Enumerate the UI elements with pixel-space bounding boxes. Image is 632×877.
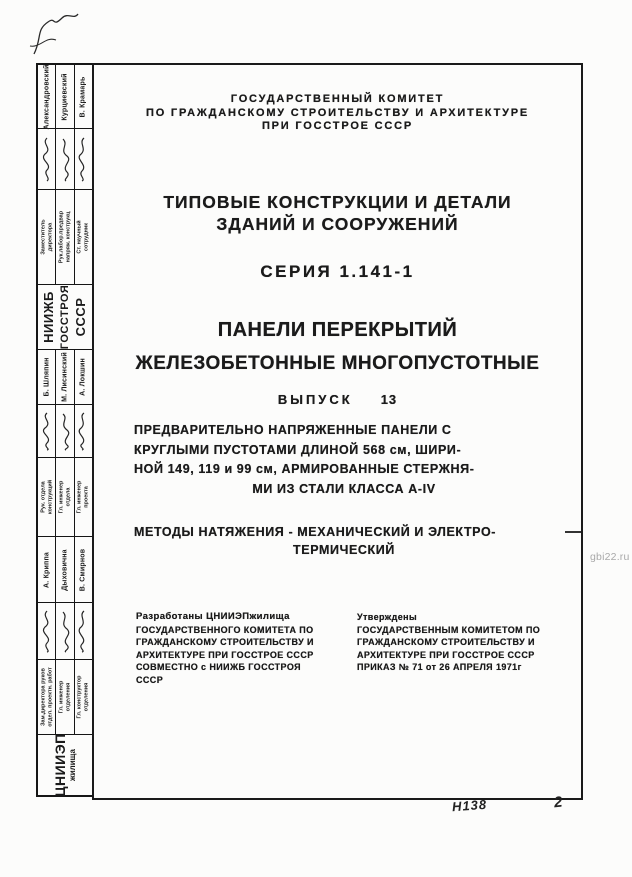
header-line: ПРИ ГОССТРОЕ СССР [261, 120, 414, 132]
approved-by: Утверждены ГОСУДАРСТВЕННЫМ КОМИТЕТОМ ПО ГРАЖДАНСКОМУ СТРОИТЕЛЬСТВУ И АРХИТЕКТУРЕ ПРИ ГОССТРОЕ СССР ПРИКАЗ № 71 от 26 АПРЕЛЯ 1971г [357, 612, 541, 672]
job-title: Гл. конструктор отделения [76, 675, 90, 719]
job-title: Гл. инженер отдела [58, 480, 71, 514]
signature-scribble [26, 8, 82, 60]
series-title: СЕРИЯ 1.141-1 [260, 262, 415, 281]
signature-cell [56, 405, 74, 457]
job-title-cell [75, 458, 92, 536]
header-line: ПО ГРАЖДАНСКОМУ СТРОИТЕЛЬСТВУ И АРХИТЕКТУРЕ [145, 106, 530, 119]
signatory-name: В. Крамарь [79, 76, 87, 117]
signatory-name-cell [56, 537, 74, 602]
job-title-cell [38, 190, 56, 284]
job-title-cell [38, 458, 56, 536]
signature-cell [56, 129, 74, 189]
job-title-cell [75, 190, 92, 284]
title-block-table [36, 63, 94, 797]
signature-cell [75, 129, 92, 189]
signature-scribble [39, 136, 55, 182]
main-title: ПАНЕЛИ ПЕРЕКРЫТИЙ ЖЕЛЕЗОБЕТОННЫЕ МНОГОПУСТОТНЫЕ [135, 319, 540, 374]
pen-tick-mark [565, 531, 581, 533]
signature-scribble [39, 411, 55, 451]
signature-scribble [57, 136, 73, 182]
signatory-name: А. Криппа [43, 551, 51, 588]
header-committee [94, 93, 581, 134]
table-row-signatures [38, 405, 92, 458]
signature-scribble [57, 609, 73, 653]
tensioning-methods: МЕТОДЫ НАТЯЖЕНИЯ - МЕХАНИЧЕСКИЙ И ЭЛЕКТРО- ТЕРМИЧЕСКИЙ [134, 525, 497, 557]
signatory-name-cell [75, 537, 92, 602]
signature-cell [38, 405, 56, 457]
signatory-name-cell [75, 65, 92, 128]
signature-scribble [75, 411, 91, 451]
signature-cell [38, 129, 56, 189]
job-title-cell [38, 660, 56, 734]
signatory-name-cell [38, 537, 56, 602]
signatory-name: Курциевский [61, 72, 69, 121]
table-row-titles [38, 458, 92, 537]
handwritten-code: Н138 [451, 796, 488, 815]
signature-scribble [39, 609, 55, 653]
handwritten-page-number: 2 [553, 793, 564, 812]
signature-cell [38, 603, 56, 659]
table-row [38, 65, 92, 129]
table-row-titles [38, 190, 92, 285]
signatory-name-cell [75, 350, 92, 404]
job-title: Гл. инженер проекта [76, 480, 90, 514]
signatory-name: Александровский [43, 64, 51, 129]
table-row [38, 350, 92, 405]
signature-scribble [75, 609, 91, 653]
job-title-cell [75, 660, 92, 734]
signatory-name: А. Локшин [79, 358, 87, 396]
job-title: Гл. инженер отделения [58, 680, 71, 714]
signature-cell [56, 603, 74, 659]
signatory-name-cell [56, 65, 74, 128]
job-title-cell [56, 458, 74, 536]
signature-cell [75, 405, 92, 457]
job-title: Заместитель директора [40, 219, 53, 255]
organization-cell [38, 285, 92, 349]
job-title: Ст. научный сотрудник [76, 220, 90, 254]
document-type-title: ТИПОВЫЕ КОНСТРУКЦИИ И ДЕТАЛИ ЗДАНИЙ И СООРУЖЕНИЙ [163, 192, 512, 234]
description: ПРЕДВАРИТЕЛЬНО НАПРЯЖЕННЫЕ ПАНЕЛИ С КРУГЛЫМИ ПУСТОТАМИ ДЛИНОЙ 568 см, ШИРИ- НОЙ 149, 119 и 99 см, АРМИРОВАННЫЕ СТЕРЖНЯ- МИ ИЗ СТАЛИ КЛАССА А-IV [134, 423, 475, 496]
job-title: Зам.директора руков отдел. проектн. работ [40, 667, 53, 727]
signature-cell [75, 603, 92, 659]
org-cniiep: ЦНИИЭП жилища [52, 733, 77, 797]
signature-scribble [57, 411, 73, 451]
signatory-name-cell [38, 65, 56, 128]
table-row-organization [38, 285, 92, 350]
signatory-name: Дыховична [61, 548, 69, 591]
table-row-signatures [38, 129, 92, 190]
job-title-cell [56, 190, 74, 284]
org-niizhb: НИИЖБ ГОССТРОЯ СССР [41, 284, 88, 350]
signatory-name-cell [56, 350, 74, 404]
document-frame [92, 63, 583, 800]
job-title-cell [56, 660, 74, 734]
organization-cell [38, 735, 92, 795]
signatory-name: М. Лисинский [61, 352, 69, 402]
signatory-name: Б. Шляпин [43, 357, 51, 397]
issue-label: ВЫПУСК 13 [277, 392, 398, 407]
signature-scribble [75, 136, 91, 182]
table-row-signatures [38, 603, 92, 660]
watermark: gbi22.ru [590, 551, 630, 563]
table-row-organization [38, 735, 92, 795]
table-row [38, 537, 92, 603]
job-title: Рук.лабор.предвар напряж. конструкц [58, 210, 71, 264]
signatory-name-cell [38, 350, 56, 404]
job-title: Рук. отдела конструкций [40, 479, 53, 515]
signatory-name: В. Смирнов [79, 548, 87, 591]
header-line: ГОСУДАРСТВЕННЫЙ КОМИТЕТ [230, 93, 445, 105]
table-row-titles [38, 660, 92, 735]
developed-by: Разработаны ЦНИИЭПжилища ГОСУДАРСТВЕННОГО КОМИТЕТА ПО ГРАЖДАНСКОМУ СТРОИТЕЛЬСТВУ И АРХИТЕКТУРЕ ПРИ ГОССТРОЕ СССР СОВМЕСТНО с НИИЖБ ГОССТРОЯ СССР [136, 611, 314, 685]
issue-number: 13 [380, 392, 398, 407]
